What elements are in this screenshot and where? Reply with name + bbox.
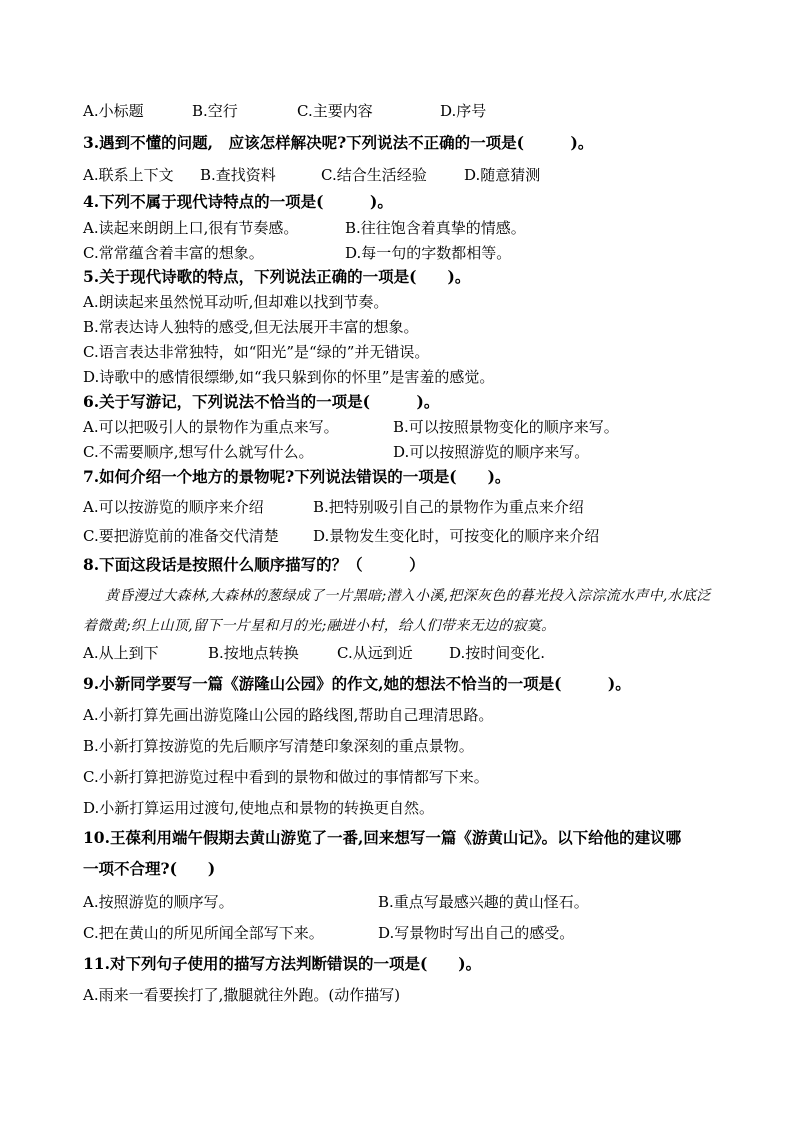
q9-option-b: B.小新打算按游览的先后顺序写清楚印象深刻的重点景物。 [83,737,474,755]
q9-option-a: A.小新打算先画出游览隆山公园的路线图,帮助自己理清思路。 [83,706,494,724]
q2-option-b: B.空行 [192,102,238,120]
q5-option-d: D.诗歌中的感情很缥缈,如“我只躲到你的怀里”是害羞的感觉。 [83,368,495,386]
q10-option-c: C.把在黄山的所见所闻全部写下来。 [83,924,324,942]
q8-options [83,643,723,663]
q5-option-a: A.朗读起来虽然悦耳动听,但却难以找到节奏。 [83,293,389,311]
q8-option-d: D.按时间变化. [449,644,546,662]
q2-option-a: A.小标题 [83,102,144,120]
q2-option-c: C.主要内容 [297,102,373,120]
q5-option-b: B.常表达诗人独特的感受,但无法展开丰富的想象。 [83,318,419,336]
q6-option-c: C.不需要顺序,想写什么就写什么。 [83,443,314,461]
q11-stem: 11.对下列句子使用的描写方法判断错误的一项是( )。 [83,954,482,973]
q4-stem: 4.下列不属于现代诗特点的一项是( )。 [83,192,393,211]
q2-options [83,101,723,121]
q7-options-row2 [83,526,723,546]
q10-option-d: D.写景物时写出自己的感受。 [378,924,575,942]
q4-options-row2 [83,243,723,263]
q6-option-d: D.可以按照游览的顺序来写。 [393,443,590,461]
q3-option-d: D.随意猜测 [464,166,541,184]
q8-option-a: A.从上到下 [83,644,159,662]
q10-options-row2 [83,923,723,943]
q7-option-a: A.可以按游览的顺序来介绍 [83,498,264,516]
q6-options-row1 [83,417,723,437]
q10-option-b: B.重点写最感兴趣的黄山怪石。 [378,893,589,911]
q7-option-d: D.景物发生变化时，可按变化的顺序来介绍 [313,527,600,545]
q7-option-b: B.把特别吸引自己的景物作为重点来介绍 [313,498,584,516]
q5-stem: 5.关于现代诗歌的特点，下列说法正确的一项是( )。 [83,267,471,286]
q4-option-d: D.每一句的字数都相等。 [345,244,512,262]
q6-option-a: A.可以把吸引人的景物作为重点来写。 [83,418,339,436]
q7-options-row1 [83,497,723,517]
q3-option-c: C.结合生活经验 [321,166,427,184]
q5-option-c: C.语言表达非常独特，如“阳光”是“绿的”并无错误。 [83,343,430,361]
q8-option-c: C.从远到近 [337,644,413,662]
q3-stem: 3.遇到不懂的问题, 应该怎样解决呢?下列说法不正确的一项是( )。 [83,133,594,152]
q4-options-row1 [83,218,723,238]
q4-option-c: C.常常蕴含着丰富的想象。 [83,244,264,262]
q9-option-d: D.小新打算运用过渡句,使地点和景物的转换更自然。 [83,799,435,817]
q10-option-a: A.按照游览的顺序写。 [83,893,234,911]
q3-option-a: A.联系上下文 [83,166,174,184]
q6-options-row2 [83,442,723,462]
q6-option-b: B.可以按照景物变化的顺序来写。 [393,418,619,436]
q2-option-d: D.序号 [440,102,487,120]
q10-stem-line2: 一项不合理?( ) [83,859,216,878]
q8-passage: 黄昏漫过大森林,大森林的葱绿成了一片黑暗;潜入小溪,把深灰色的暮光投入淙淙流水声中,水底泛着微黄;织上山顶,留下一片星和月的光;融进小村，给人们带来无边的寂寞。 [83,588,711,634]
q7-stem: 7.如何介绍一个地方的景物呢?下列说法错误的一项是( )。 [83,467,511,486]
q6-stem: 6.关于写游记，下列说法不恰当的一项是( )。 [83,392,440,411]
q11-option-a: A.雨来一看要挨打了,撒腿就往外跑。(动作描写) [83,986,401,1004]
q9-option-c: C.小新打算把游览过程中看到的景物和做过的事情都写下来。 [83,768,489,786]
q10-stem-line1: 10.王葆利用端午假期去黄山游览了一番,回来想写一篇《游黄山记》。以下给他的建议哪 [83,828,682,847]
q3-options [83,165,723,185]
q7-option-c: C.要把游览前的准备交代清楚 [83,527,279,545]
q10-options-row1 [83,892,723,912]
q8-stem: 8.下面这段话是按照什么顺序描写的？（ ） [83,555,425,574]
q3-option-b: B.查找资料 [200,166,276,184]
q4-option-a: A.读起来朗朗上口,很有节奏感。 [83,219,299,237]
q4-option-b: B.往往饱含着真挚的情感。 [345,219,526,237]
q9-stem: 9.小新同学要写一篇《游隆山公园》的作文,她的想法不恰当的一项是( )。 [83,674,631,693]
q8-option-b: B.按地点转换 [208,644,299,662]
